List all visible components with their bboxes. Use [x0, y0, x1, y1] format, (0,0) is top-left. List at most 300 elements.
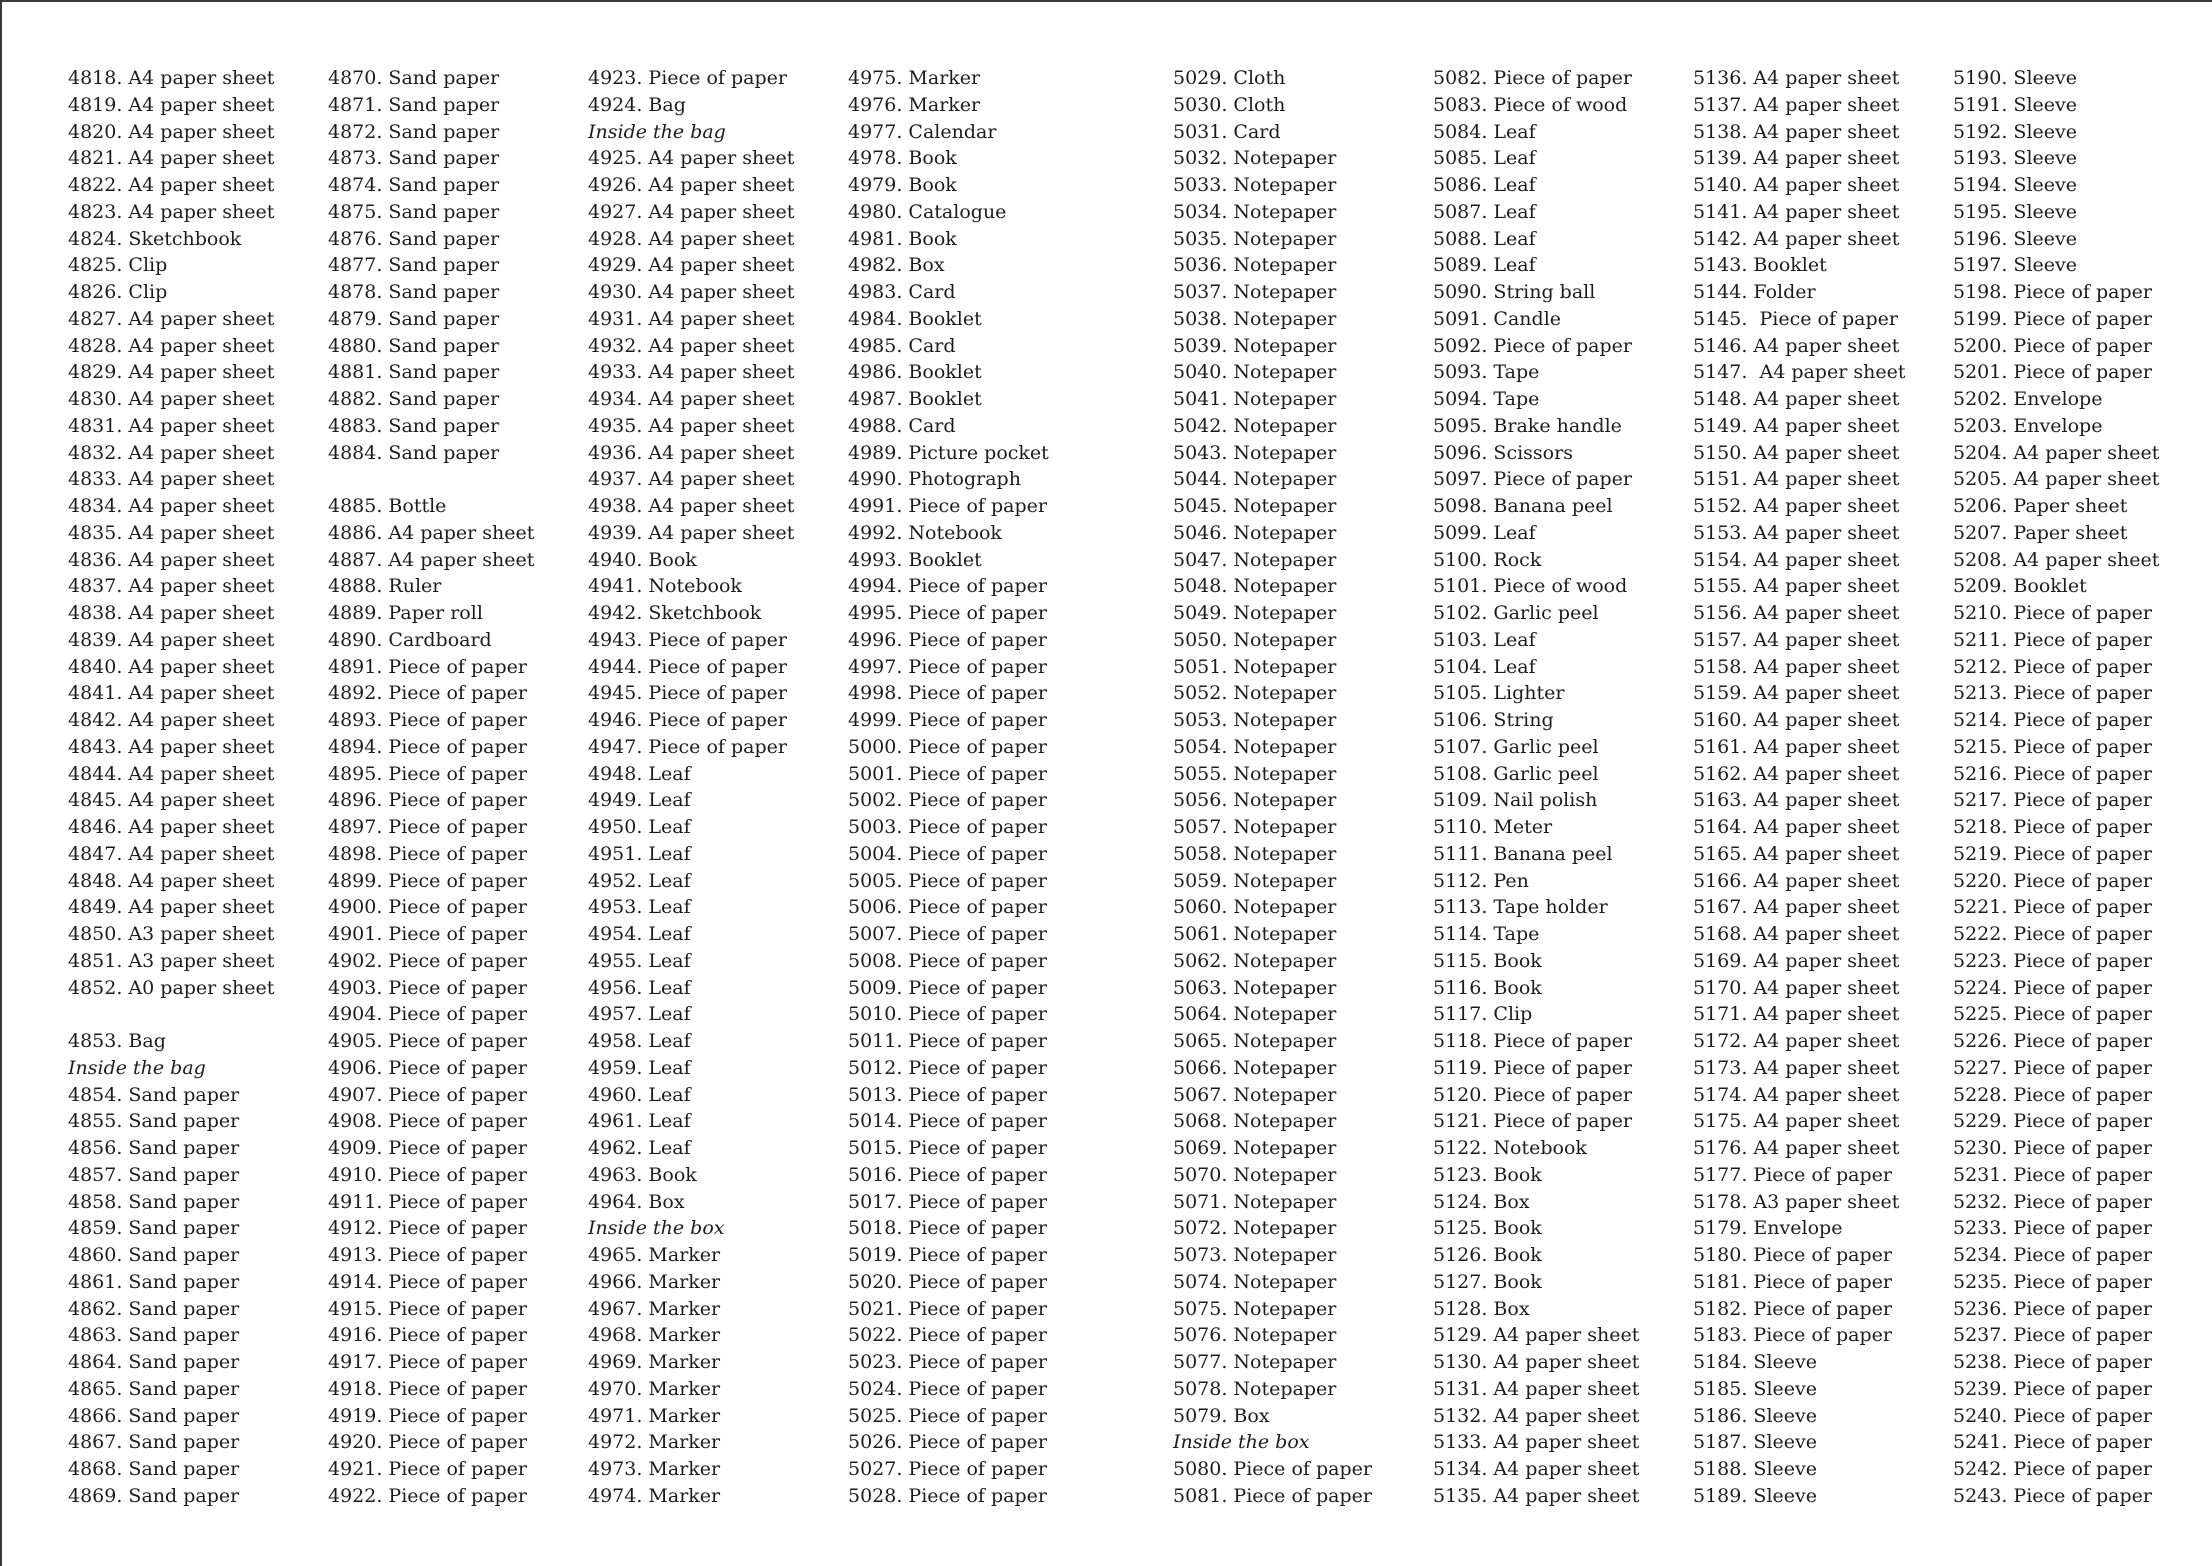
inventory-item: 5071. Notepaper [1173, 1190, 1337, 1213]
inventory-item: 5181. Piece of paper [1693, 1270, 1892, 1293]
inventory-item: 4979. Book [848, 174, 957, 196]
inventory-item: 4818. A4 paper sheet [68, 67, 275, 89]
inventory-item: 5038. Notepaper [1173, 307, 1337, 330]
inventory-item: 4898. Piece of paper [328, 842, 527, 865]
inventory-item: 5173. A4 paper sheet [1693, 1056, 1900, 1079]
inventory-item: 4903. Piece of paper [328, 976, 527, 999]
inventory-item: 4841. A4 paper sheet [68, 682, 275, 705]
inventory-item: 5219. Piece of paper [1953, 842, 2152, 865]
inventory-item: 4833. A4 paper sheet [68, 468, 275, 491]
inventory-item: 5204. A4 paper sheet [1953, 441, 2160, 464]
inventory-column-4 [848, 65, 1049, 1510]
inventory-item: 4842. A4 paper sheet [68, 709, 275, 731]
inventory-item: 5212. Piece of paper [1953, 655, 2152, 678]
inventory-item: 5057. Notepaper [1173, 816, 1337, 838]
inventory-item: 5060. Notepaper [1173, 896, 1337, 919]
inventory-item: 5138. A4 paper sheet [1693, 120, 1900, 143]
inventory-item: 4949. Leaf [588, 789, 691, 812]
inventory-item: 5162. A4 paper sheet [1693, 762, 1900, 785]
inventory-item: 4874. Sand paper [328, 174, 500, 196]
inventory-item: 5154. A4 paper sheet [1693, 548, 1900, 571]
inventory-item: 5078. Notepaper [1173, 1377, 1337, 1400]
inventory-item: 4872. Sand paper [328, 120, 500, 143]
inventory-item: 5200. Piece of paper [1953, 334, 2152, 357]
inventory-item: 5029. Cloth [1173, 67, 1286, 89]
inventory-item: 4888. Ruler [328, 575, 442, 598]
inventory-item: 4829. A4 paper sheet [68, 361, 275, 384]
inventory-item: 5013. Piece of paper [848, 1083, 1047, 1106]
inventory-item: 5069. Notepaper [1173, 1137, 1337, 1159]
inventory-item: 4983. Card [848, 281, 956, 303]
inventory-item: 4860. Sand paper [68, 1244, 240, 1266]
inventory-item: 5099. Leaf [1433, 521, 1536, 544]
inventory-item: 4855. Sand paper [68, 1110, 240, 1133]
inventory-item: 4948. Leaf [588, 762, 691, 785]
inventory-item: 5094. Tape [1433, 388, 1540, 410]
inventory-item: 5084. Leaf [1433, 120, 1536, 143]
inventory-item: 4958. Leaf [588, 1030, 691, 1052]
inventory-item: 4954. Leaf [588, 923, 691, 945]
inventory-item: 5221. Piece of paper [1953, 896, 2152, 919]
inventory-item: 4896. Piece of paper [328, 789, 527, 812]
inventory-item: 5079. Box [1173, 1404, 1270, 1427]
inventory-item: 4977. Calendar [848, 120, 997, 143]
inventory-item: 4980. Catalogue [848, 200, 1007, 223]
inventory-item: 4917. Piece of paper [328, 1351, 527, 1373]
inventory-item: 5120. Piece of paper [1433, 1083, 1632, 1106]
inventory-item: 5023. Piece of paper [848, 1351, 1047, 1373]
inventory-item: 5011. Piece of paper [848, 1030, 1047, 1052]
inventory-item: 4827. A4 paper sheet [68, 307, 275, 330]
inventory-item: 5160. A4 paper sheet [1693, 709, 1900, 731]
inventory-item: 4899. Piece of paper [328, 869, 527, 892]
inventory-item: 5070. Notepaper [1173, 1163, 1337, 1186]
inventory-item: 4869. Sand paper [68, 1484, 240, 1507]
inventory-item: 4985. Card [848, 334, 956, 357]
inventory-item: 4989. Picture pocket [848, 441, 1049, 464]
inventory-item: 4839. A4 paper sheet [68, 628, 275, 651]
inventory-item: 5133. A4 paper sheet [1433, 1431, 1640, 1454]
inventory-item: 5215. Piece of paper [1953, 735, 2152, 758]
inventory-item: 5175. A4 paper sheet [1693, 1110, 1900, 1133]
inventory-item: 4863. Sand paper [68, 1324, 240, 1347]
inventory-item: 5054. Notepaper [1173, 735, 1337, 758]
inventory-item: 5193. Sleeve [1953, 147, 2077, 170]
inventory-item: 4912. Piece of paper [328, 1217, 527, 1240]
inventory-item: 5067. Notepaper [1173, 1083, 1337, 1106]
inventory-item: 4871. Sand paper [328, 93, 500, 116]
inventory-item: 5206. Paper sheet [1953, 495, 2128, 517]
inventory-item: 4865. Sand paper [68, 1377, 240, 1400]
inventory-item: 4856. Sand paper [68, 1137, 240, 1159]
inventory-item: 5097. Piece of paper [1433, 468, 1632, 491]
inventory-item: 4974. Marker [588, 1484, 721, 1507]
inventory-item: 4832. A4 paper sheet [68, 441, 275, 464]
inventory-item: 5019. Piece of paper [848, 1244, 1047, 1266]
inventory-item: 5063. Notepaper [1173, 976, 1337, 999]
inventory-item: 4960. Leaf [588, 1083, 691, 1106]
inventory-item: 5115. Book [1433, 949, 1542, 972]
inventory-item: 5190. Sleeve [1953, 67, 2077, 89]
inventory-item: 5043. Notepaper [1173, 441, 1337, 464]
inventory-item: 4953. Leaf [588, 896, 691, 919]
inventory-item: 5032. Notepaper [1173, 147, 1337, 170]
inventory-item: 5172. A4 paper sheet [1693, 1030, 1900, 1052]
inventory-item: 5085. Leaf [1433, 147, 1536, 170]
inventory-item: 5041. Notepaper [1173, 388, 1337, 410]
inventory-item: 5077. Notepaper [1173, 1351, 1337, 1373]
inventory-item: 4913. Piece of paper [328, 1244, 527, 1266]
inventory-item: 4848. A4 paper sheet [68, 869, 275, 892]
inventory-item: 5224. Piece of paper [1953, 976, 2152, 999]
inventory-item: 4873. Sand paper [328, 147, 500, 170]
inventory-item: 5006. Piece of paper [848, 896, 1047, 919]
inventory-item: 5151. A4 paper sheet [1693, 468, 1900, 491]
inventory-item: 4909. Piece of paper [328, 1137, 527, 1159]
inventory-item: 5179. Envelope [1693, 1217, 1843, 1240]
inventory-item: 5241. Piece of paper [1953, 1431, 2152, 1454]
inventory-item: 4882. Sand paper [328, 388, 500, 410]
inventory-item: 5090. String ball [1433, 281, 1596, 303]
inventory-item: 5015. Piece of paper [848, 1137, 1047, 1159]
inventory-item: 5197. Sleeve [1953, 254, 2077, 277]
inventory-item: 5064. Notepaper [1173, 1003, 1337, 1026]
inventory-item: 5203. Envelope [1953, 414, 2103, 437]
inventory-item: 4870. Sand paper [328, 67, 500, 89]
inventory-item: 4866. Sand paper [68, 1404, 240, 1427]
inventory-item: 4889. Paper roll [328, 602, 483, 624]
inventory-item: 4950. Leaf [588, 816, 691, 838]
inventory-item: 4941. Notebook [588, 575, 742, 598]
inventory-item: 4891. Piece of paper [328, 655, 527, 678]
inventory-column-5 [1173, 65, 1372, 1510]
inventory-item: 5226. Piece of paper [1953, 1030, 2152, 1052]
inventory-item: 4936. A4 paper sheet [588, 441, 795, 464]
inventory-item: 5076. Notepaper [1173, 1324, 1337, 1347]
inventory-item: 5103. Leaf [1433, 628, 1536, 651]
inventory-item: 5167. A4 paper sheet [1693, 896, 1900, 919]
inventory-item: 4852. A0 paper sheet [68, 976, 275, 999]
inventory-item: 5174. A4 paper sheet [1693, 1083, 1900, 1106]
inventory-item: 4946. Piece of paper [588, 709, 787, 731]
inventory-item: 5192. Sleeve [1953, 120, 2077, 143]
inventory-item: 5232. Piece of paper [1953, 1190, 2152, 1213]
inventory-item: 4916. Piece of paper [328, 1324, 527, 1347]
inventory-item: 4920. Piece of paper [328, 1431, 527, 1454]
inventory-item: 5003. Piece of paper [848, 816, 1047, 838]
inventory-item: 5242. Piece of paper [1953, 1458, 2152, 1480]
inventory-item: 5123. Book [1433, 1163, 1542, 1186]
inventory-item: 4850. A3 paper sheet [68, 923, 275, 945]
inventory-item: 4978. Book [848, 147, 957, 170]
inventory-item: 4991. Piece of paper [848, 495, 1047, 517]
inventory-item: 5213. Piece of paper [1953, 682, 2152, 705]
inventory-item: 5184. Sleeve [1693, 1351, 1817, 1373]
inventory-item: 4973. Marker [588, 1458, 721, 1480]
inventory-item: 4942. Sketchbook [588, 602, 762, 624]
inventory-item: 4986. Booklet [848, 361, 982, 384]
inventory-item: 5061. Notepaper [1173, 923, 1337, 945]
inventory-item: 5127. Book [1433, 1270, 1542, 1293]
inventory-item: 5051. Notepaper [1173, 655, 1337, 678]
inventory-item: 5170. A4 paper sheet [1693, 976, 1900, 999]
inventory-item: 5065. Notepaper [1173, 1030, 1337, 1052]
inventory-item: 4935. A4 paper sheet [588, 414, 795, 437]
inventory-item: 5188. Sleeve [1693, 1458, 1817, 1480]
inventory-item: 4938. A4 paper sheet [588, 495, 795, 517]
inventory-item: 4851. A3 paper sheet [68, 949, 275, 972]
inventory-item: 4967. Marker [588, 1297, 721, 1320]
inventory-item: 5086. Leaf [1433, 174, 1536, 196]
inventory-item: 5066. Notepaper [1173, 1056, 1337, 1079]
inventory-item: 5046. Notepaper [1173, 521, 1337, 544]
inventory-item: 4929. A4 paper sheet [588, 254, 795, 277]
inventory-item: 4925. A4 paper sheet [588, 147, 795, 170]
inventory-item: 4914. Piece of paper [328, 1270, 527, 1293]
inventory-item: 4927. A4 paper sheet [588, 200, 795, 223]
inventory-item: 5178. A3 paper sheet [1693, 1190, 1900, 1213]
inventory-item: 4837. A4 paper sheet [68, 575, 275, 598]
inventory-item: 4828. A4 paper sheet [68, 334, 275, 357]
inventory-item: 5100. Rock [1433, 548, 1542, 571]
inventory-item: 5134. A4 paper sheet [1433, 1458, 1640, 1480]
inventory-item: 5056. Notepaper [1173, 789, 1337, 812]
inventory-item: 5082. Piece of paper [1433, 67, 1632, 89]
inventory-item: 4997. Piece of paper [848, 655, 1047, 678]
inventory-item: 4970. Marker [588, 1377, 721, 1400]
inventory-item: 5037. Notepaper [1173, 281, 1337, 303]
inventory-item: 5034. Notepaper [1173, 200, 1337, 223]
inventory-item: 4998. Piece of paper [848, 682, 1047, 705]
inventory-item: 5136. A4 paper sheet [1693, 67, 1900, 89]
inventory-item: 4957. Leaf [588, 1003, 691, 1026]
inventory-item: 5009. Piece of paper [848, 976, 1047, 999]
inventory-item: 5211. Piece of paper [1953, 628, 2152, 651]
inventory-item: 5139. A4 paper sheet [1693, 147, 1900, 170]
inventory-item: 5126. Book [1433, 1244, 1542, 1266]
inventory-item: 4823. A4 paper sheet [68, 200, 275, 223]
inventory-item: 5150. A4 paper sheet [1693, 441, 1900, 464]
inventory-item: 5108. Garlic peel [1433, 762, 1599, 785]
inventory-item: 5116. Book [1433, 976, 1542, 999]
inventory-item: 4910. Piece of paper [328, 1163, 527, 1186]
inventory-item: 4884. Sand paper [328, 441, 500, 464]
inventory-item: 4875. Sand paper [328, 200, 500, 223]
inventory-item: 5036. Notepaper [1173, 254, 1337, 277]
inventory-item: 4963. Book [588, 1163, 697, 1186]
inventory-item: 5059. Notepaper [1173, 869, 1337, 892]
inventory-item: 5107. Garlic peel [1433, 735, 1599, 758]
inventory-item: 4999. Piece of paper [848, 709, 1047, 731]
inventory-item: 5243. Piece of paper [1953, 1484, 2152, 1507]
inventory-item: 4902. Piece of paper [328, 949, 527, 972]
inventory-item: 5121. Piece of paper [1433, 1110, 1632, 1133]
inventory-item: 5026. Piece of paper [848, 1431, 1047, 1454]
inventory-item: 4849. A4 paper sheet [68, 896, 275, 919]
inventory-item: 4972. Marker [588, 1431, 721, 1454]
inventory-item: 5016. Piece of paper [848, 1163, 1047, 1186]
inventory-item: 5152. A4 paper sheet [1693, 495, 1900, 517]
inventory-item: 4878. Sand paper [328, 281, 500, 303]
inventory-item: 4969. Marker [588, 1351, 721, 1373]
inventory-item: 5012. Piece of paper [848, 1056, 1047, 1079]
inventory-item: 4836. A4 paper sheet [68, 548, 275, 571]
inventory-item: 4943. Piece of paper [588, 628, 787, 651]
inventory-item: 4956. Leaf [588, 976, 691, 999]
inventory-item: 4847. A4 paper sheet [68, 842, 275, 865]
inventory-item: 4883. Sand paper [328, 414, 500, 437]
inventory-item: 5124. Box [1433, 1190, 1530, 1213]
inventory-item: 5231. Piece of paper [1953, 1163, 2152, 1186]
inventory-item: 5095. Brake handle [1433, 414, 1622, 437]
inventory-column-8 [1953, 65, 2159, 1510]
inventory-item: 4993. Booklet [848, 548, 982, 571]
inventory-item: 4822. A4 paper sheet [68, 174, 275, 196]
inventory-item: 4876. Sand paper [328, 227, 500, 250]
inventory-item: 5031. Card [1173, 120, 1281, 143]
inventory-item: 4968. Marker [588, 1324, 721, 1347]
inventory-item: 5022. Piece of paper [848, 1324, 1047, 1347]
inventory-item: 4959. Leaf [588, 1056, 691, 1079]
inventory-item: 5159. A4 paper sheet [1693, 682, 1900, 705]
inventory-item: 5236. Piece of paper [1953, 1297, 2152, 1320]
inventory-item: 4911. Piece of paper [328, 1190, 527, 1213]
inventory-item: 4893. Piece of paper [328, 709, 527, 731]
inventory-item: 4879. Sand paper [328, 307, 500, 330]
inventory-item: 5113. Tape holder [1433, 896, 1608, 919]
inventory-item: 4820. A4 paper sheet [68, 120, 275, 143]
inventory-item: 4966. Marker [588, 1270, 721, 1293]
inventory-item: 5166. A4 paper sheet [1693, 869, 1900, 892]
inventory-item: 4937. A4 paper sheet [588, 468, 795, 491]
inventory-item: 5098. Banana peel [1433, 495, 1613, 517]
inventory-item: 4994. Piece of paper [848, 575, 1047, 598]
inventory-item: 5093. Tape [1433, 361, 1540, 384]
inventory-item: 5027. Piece of paper [848, 1458, 1047, 1480]
inventory-item: 5047. Notepaper [1173, 548, 1337, 571]
inventory-item: 4996. Piece of paper [848, 628, 1047, 651]
inventory-item: 5005. Piece of paper [848, 869, 1047, 892]
inventory-item: 5158. A4 paper sheet [1693, 655, 1900, 678]
inventory-item: 4933. A4 paper sheet [588, 361, 795, 384]
inventory-item: 4926. A4 paper sheet [588, 174, 795, 196]
inventory-item: 5234. Piece of paper [1953, 1244, 2152, 1266]
inventory-item: 4887. A4 paper sheet [328, 548, 535, 571]
inventory-item: 4965. Marker [588, 1244, 721, 1266]
inventory-item: 5073. Notepaper [1173, 1244, 1337, 1266]
inventory-item: 4907. Piece of paper [328, 1083, 527, 1106]
inventory-item: 5122. Notebook [1433, 1137, 1587, 1159]
inventory-item: 4859. Sand paper [68, 1217, 240, 1240]
inventory-item: 4930. A4 paper sheet [588, 281, 795, 303]
inventory-item: 5161. A4 paper sheet [1693, 735, 1900, 758]
inventory-item: 5008. Piece of paper [848, 949, 1047, 972]
container-heading: Inside the box [1173, 1431, 1310, 1454]
inventory-item: 5007. Piece of paper [848, 923, 1047, 945]
inventory-item: 4995. Piece of paper [848, 602, 1047, 624]
inventory-item: 5014. Piece of paper [848, 1110, 1047, 1133]
inventory-item: 5118. Piece of paper [1433, 1030, 1632, 1052]
inventory-item: 4988. Card [848, 414, 956, 437]
inventory-item: 5045. Notepaper [1173, 495, 1337, 517]
inventory-item: 4877. Sand paper [328, 254, 500, 277]
inventory-item: 4853. Bag [68, 1030, 166, 1052]
inventory-item: 4858. Sand paper [68, 1190, 240, 1213]
inventory-item: 5125. Book [1433, 1217, 1542, 1240]
inventory-item: 5227. Piece of paper [1953, 1056, 2152, 1079]
inventory-item: 5147. A4 paper sheet [1693, 361, 1906, 384]
inventory-item: 5042. Notepaper [1173, 414, 1337, 437]
inventory-item: 5129. A4 paper sheet [1433, 1324, 1640, 1347]
inventory-item: 4908. Piece of paper [328, 1110, 527, 1133]
inventory-item: 4981. Book [848, 227, 957, 250]
inventory-item: 4901. Piece of paper [328, 923, 527, 945]
inventory-item: 4890. Cardboard [328, 628, 492, 651]
inventory-item: 4940. Book [588, 548, 697, 571]
inventory-item: 5020. Piece of paper [848, 1270, 1047, 1293]
inventory-item: 5102. Garlic peel [1433, 602, 1599, 624]
inventory-item: 4976. Marker [848, 93, 981, 116]
inventory-item: 5153. A4 paper sheet [1693, 521, 1900, 544]
inventory-item: 5068. Notepaper [1173, 1110, 1337, 1133]
inventory-item: 5187. Sleeve [1693, 1431, 1817, 1454]
inventory-item: 5176. A4 paper sheet [1693, 1137, 1900, 1159]
inventory-item: 5186. Sleeve [1693, 1404, 1817, 1427]
inventory-item: 4955. Leaf [588, 949, 691, 972]
inventory-column-2 [328, 65, 534, 1510]
inventory-item: 5225. Piece of paper [1953, 1003, 2152, 1026]
inventory-item: 5052. Notepaper [1173, 682, 1337, 705]
inventory-item: 4918. Piece of paper [328, 1377, 527, 1400]
inventory-item: 5092. Piece of paper [1433, 334, 1632, 357]
inventory-item: 5222. Piece of paper [1953, 923, 2152, 945]
inventory-item: 5049. Notepaper [1173, 602, 1337, 624]
inventory-item: 5000. Piece of paper [848, 735, 1047, 758]
inventory-item: 4819. A4 paper sheet [68, 93, 275, 116]
inventory-item: 5087. Leaf [1433, 200, 1536, 223]
inventory-item: 5109. Nail polish [1433, 789, 1598, 812]
inventory-item: 5198. Piece of paper [1953, 281, 2152, 303]
inventory-item: 5083. Piece of wood [1433, 93, 1628, 116]
inventory-item: 5053. Notepaper [1173, 709, 1337, 731]
inventory-item: 4944. Piece of paper [588, 655, 787, 678]
inventory-item: 4923. Piece of paper [588, 67, 787, 89]
inventory-item: 5089. Leaf [1433, 254, 1536, 277]
inventory-item: 4919. Piece of paper [328, 1404, 527, 1427]
inventory-item: 5171. A4 paper sheet [1693, 1003, 1900, 1026]
container-heading: Inside the bag [588, 120, 726, 143]
inventory-item: 4932. A4 paper sheet [588, 334, 795, 357]
inventory-item: 5062. Notepaper [1173, 949, 1337, 972]
inventory-item: 4951. Leaf [588, 842, 691, 865]
inventory-item: 5185. Sleeve [1693, 1377, 1817, 1400]
inventory-item: 4844. A4 paper sheet [68, 762, 275, 785]
inventory-item: 4845. A4 paper sheet [68, 789, 275, 812]
inventory-item: 4862. Sand paper [68, 1297, 240, 1320]
inventory-item: 5218. Piece of paper [1953, 816, 2152, 838]
blank-line [68, 1001, 274, 1028]
blank-line [328, 466, 534, 493]
container-heading: Inside the bag [68, 1056, 206, 1079]
inventory-item: 5205. A4 paper sheet [1953, 468, 2160, 491]
inventory-item: 5075. Notepaper [1173, 1297, 1337, 1320]
inventory-item: 4824. Sketchbook [68, 227, 242, 250]
inventory-item: 5044. Notepaper [1173, 468, 1337, 491]
inventory-item: 5024. Piece of paper [848, 1377, 1047, 1400]
inventory-item: 4990. Photograph [848, 468, 1021, 491]
inventory-item: 4843. A4 paper sheet [68, 735, 275, 758]
inventory-item: 5128. Box [1433, 1297, 1530, 1320]
